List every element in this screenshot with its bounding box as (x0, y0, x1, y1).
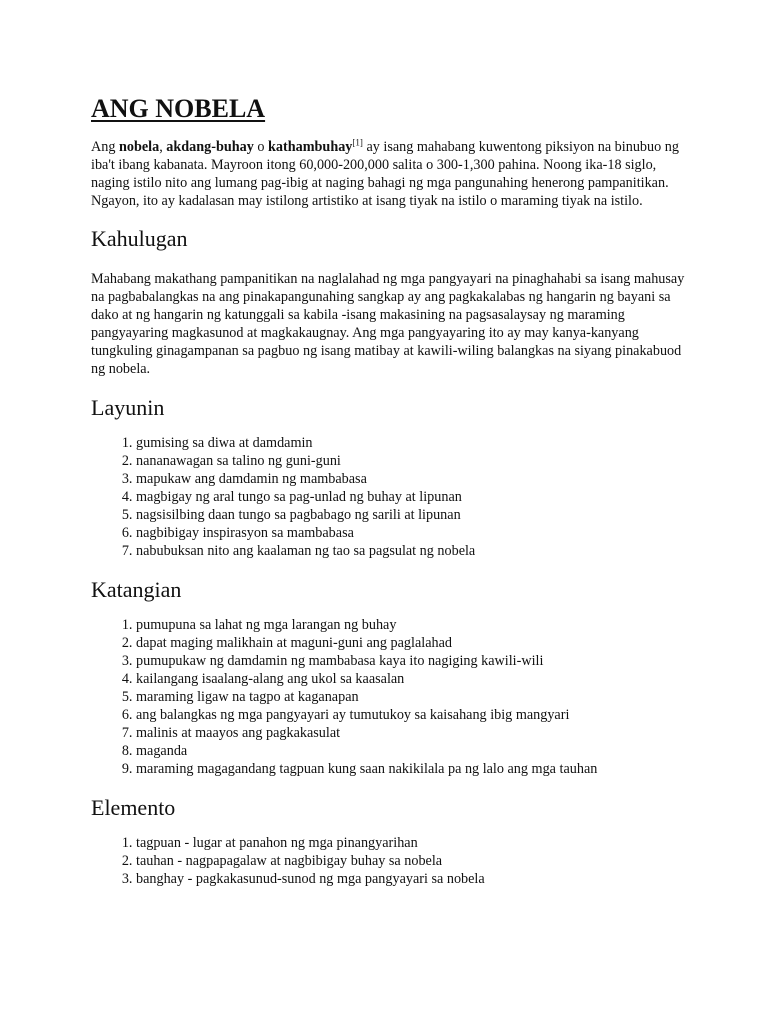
page-title: ANG NOBELA (91, 94, 266, 123)
list-item: 2. dapat maging malikhain at maguni-guni ang paglalahad (136, 634, 691, 652)
heading-kahulugan: Kahulugan (91, 226, 188, 251)
term-nobela: nobela (118, 139, 160, 155)
list-item: 1. gumising sa diwa at damdamin (136, 434, 691, 452)
document-content (91, 92, 691, 888)
list-item: 1. pumupuna sa lahat ng mga larangan ng buhay (136, 616, 691, 634)
elemento-list (91, 834, 691, 888)
term-kathambuhay: kathambuhay (268, 139, 353, 155)
intro-text-4: ay isang mahabang kuwentong piksiyon na binubuo ng iba't ibang kabanata. Mayroon itong 60,000-200,000 salita o 300-1,300 pahina. Noong ika-18 siglo, naging istilo nito ang lumang pag-ibig at naging bahagi ng mga pangunahing henerong pampanitikan. Ngayon, ito ay kadalasan may istilong artistiko at isang tiyak na istilo o maraming tiyak na istilo. (91, 139, 679, 209)
list-item: 4. kailangang isaalang-alang ang ukol sa kaasalan (136, 670, 691, 688)
list-item: 3. mapukaw ang damdamin ng mambabasa (136, 470, 691, 488)
heading-katangian: Katangian (91, 577, 182, 602)
list-item: 1. tagpuan - lugar at panahon ng mga pinangyarihan (136, 834, 691, 852)
list-item: 7. nabubuksan nito ang kaalaman ng tao sa pagsulat ng nobela (136, 542, 691, 560)
heading-elemento: Elemento (91, 795, 176, 820)
intro-text-1: Ang (91, 139, 119, 155)
list-item: 8. maganda (136, 742, 691, 760)
list-item: 2. nananawagan sa talino ng guni-guni (136, 452, 691, 470)
list-item: 6. nagbibigay inspirasyon sa mambabasa (136, 524, 691, 542)
footnote-ref-link[interactable]: [1] (352, 137, 363, 148)
term-akdang-buhay: akdang-buhay (166, 139, 254, 155)
intro-text-2: , (159, 139, 167, 155)
list-item: 9. maraming magagandang tagpuan kung saan nakikilala pa ng lalo ang mga tauhan (136, 760, 691, 778)
intro-text-3: o (253, 139, 269, 155)
layunin-list (91, 434, 691, 560)
list-item: 6. ang balangkas ng mga pangyayari ay tumutukoy sa kaisahang ibig mangyari (136, 706, 691, 724)
heading-layunin: Layunin (91, 395, 165, 420)
list-item: 2. tauhan - nagpapagalaw at nagbibigay buhay sa nobela (136, 852, 691, 870)
katangian-list (91, 616, 691, 778)
list-item: 4. magbigay ng aral tungo sa pag-unlad ng buhay at lipunan (136, 488, 691, 506)
list-item: 7. malinis at maayos ang pagkakasulat (136, 724, 691, 742)
list-item: 3. banghay - pagkakasunud-sunod ng mga pangyayari sa nobela (136, 870, 691, 888)
list-item: 5. nagsisilbing daan tungo sa pagbabago ng sarili at lipunan (136, 506, 691, 524)
list-item: 3. pumupukaw ng damdamin ng mambabasa kaya ito nagiging kawili-wili (136, 652, 691, 670)
intro-paragraph (91, 138, 691, 210)
list-item: 5. maraming ligaw na tagpo at kaganapan (136, 688, 691, 706)
kahulugan-paragraph: Mahabang makathang pampanitikan na naglalahad ng mga pangyayari na pinaghahabi sa isang mahusay na pagbabalangkas na ang pinakapangunahing sangkap ay ang pagkakalabas ng hangarin ng bayani sa dako at ng hangarin ng katunggali sa kabila -isang makasining na pagsasalaysay ng maraming pangyayaring magkasunod at magkakaugnay. Ang mga pangyayaring ito ay may kanya-kanyang tungkuling ginagampanan sa pagbuo ng isang matibay at kawili-wiling balangkas na siyang pinakabuod ng nobela. (91, 271, 685, 377)
